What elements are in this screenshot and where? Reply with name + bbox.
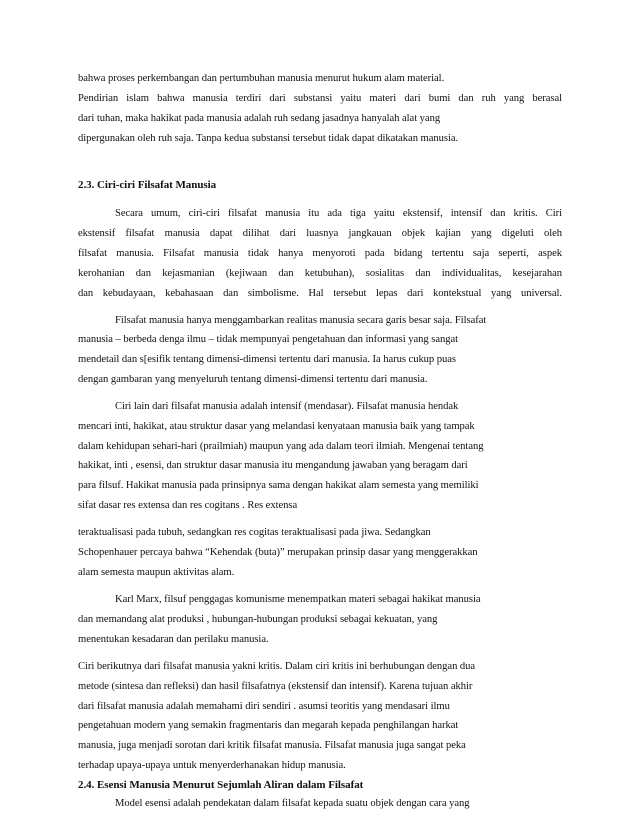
text-line: dipergunakan oleh ruh saja. Tanpa kedua substansi tersebut tidak dapat dikatakan manusia. <box>78 133 459 144</box>
text-line: mendetail dan s[esifik tentang dimensi-dimensi tertentu dari manusia. Ia harus cukup puas <box>78 354 456 365</box>
text-line: Ciri lain dari filsafat manusia adalah intensif (mendasar). Filsafat manusia hendak <box>115 401 459 412</box>
text-line: bahwa proses perkembangan dan pertumbuhan manusia menurut hukum alam material. <box>78 73 445 84</box>
text-line: terhadap upaya-upaya untuk menyerderhanakan hidup manusia. <box>78 760 346 771</box>
text-line: ekstensif filsafat manusia dapat dilihat dari luasnya jangkauan objek kajian yang digeluti oleh <box>78 228 562 239</box>
text-line: dan memandang alat produksi , hubungan-hubungan produksi sebagai kekuatan, yang <box>78 614 438 625</box>
text-line: mencari inti, hakikat, atau struktur dasar yang melandasi kenyataan manusia baik yang tampak <box>78 421 475 432</box>
text-line: hakikat, inti , esensi, dan struktur dasar manusia itu mengandung jawaban yang beragam dari <box>78 460 468 471</box>
text-line: filsafat manusia. Filsafat manusia tidak hanya menyoroti pada bidang tertentu saja seperti, aspek <box>78 248 562 259</box>
text-line: alam semesta maupun aktivitas alam. <box>78 567 235 578</box>
text-line: pengetahuan modern yang semakin fragmentaris dan megarah kepada penghilangan harkat <box>78 720 459 731</box>
text-line: dengan gambaran yang menyeluruh tentang dimensi-dimensi tertentu dari manusia. <box>78 374 428 385</box>
text-line: Schopenhauer percaya bahwa “Kehendak (buta)” merupakan prinsip dasar yang menggerakkan <box>78 547 478 558</box>
text-line: Secara umum, ciri-ciri filsafat manusia itu ada tiga yaitu ekstensif, intensif dan kritis. Ciri <box>115 208 562 219</box>
text-line: Pendirian islam bahwa manusia terdiri dari substansi yaitu materi dari bumi dan ruh yang berasal <box>78 93 562 104</box>
text-line: Karl Marx, filsuf penggagas komunisme menempatkan materi sebagai hakikat manusia <box>115 594 481 605</box>
text-line: sifat dasar res extensa dan res cogitans . Res extensa <box>78 500 298 511</box>
text-line: dari filsafat manusia adalah memahami diri sendiri . asumsi teoritis yang mendasari ilmu <box>78 701 450 712</box>
text-line: Filsafat manusia hanya menggambarkan realitas manusia secara garis besar saja. Filsafat <box>115 315 487 326</box>
section-heading: 2.4. Esensi Manusia Menurut Sejumlah Aliran dalam Filsafat <box>78 779 364 791</box>
text-line: dalam kehidupan sehari-hari (prailmiah) maupun yang ada dalam teori ilmiah. Mengenai tentang <box>78 441 484 452</box>
text-line: manusia – berbeda denga ilmu – tidak mempunyai pengetahuan dan informasi yang sangat <box>78 334 459 345</box>
text-line: metode (sintesa dan refleksi) dan hasil filsafatnya (ekstensif dan intensif). Karena tujuan akhir <box>78 681 473 692</box>
text-line: dan kebudayaan, kebahasaan dan simbolisme. Hal tersebut lepas dari kontekstual yang universal. <box>78 288 562 299</box>
text-line: Model esensi adalah pendekatan dalam filsafat kepada suatu objek dengan cara yang <box>115 798 470 809</box>
text-line: para filsuf. Hakikat manusia pada prinsipnya sama dengan hakikat alam semesta yang memiliki <box>78 480 479 491</box>
text-line: teraktualisasi pada tubuh, sedangkan res cogitas teraktualisasi pada jiwa. Sedangkan <box>78 527 431 538</box>
text-line: menentukan kesadaran dan perilaku manusia. <box>78 634 269 645</box>
text-line: Ciri berikutnya dari filsafat manusia yakni kritis. Dalam ciri kritis ini berhubungan dengan dua <box>78 661 476 672</box>
text-line: kerohanian dan kejasmanian (kejiwaan dan ketubuhan), sosialitas dan individualitas, kesejarahan <box>78 268 562 279</box>
text-line: manusia, juga menjadi sorotan dari kritik filsafat manusia. Filsafat manusia juga sangat peka <box>78 740 466 751</box>
text-line: dari tuhan, maka hakikat pada manusia adalah ruh sedang jasadnya hanyalah alat yang <box>78 113 441 124</box>
section-heading: 2.3. Ciri-ciri Filsafat Manusia <box>78 179 217 191</box>
